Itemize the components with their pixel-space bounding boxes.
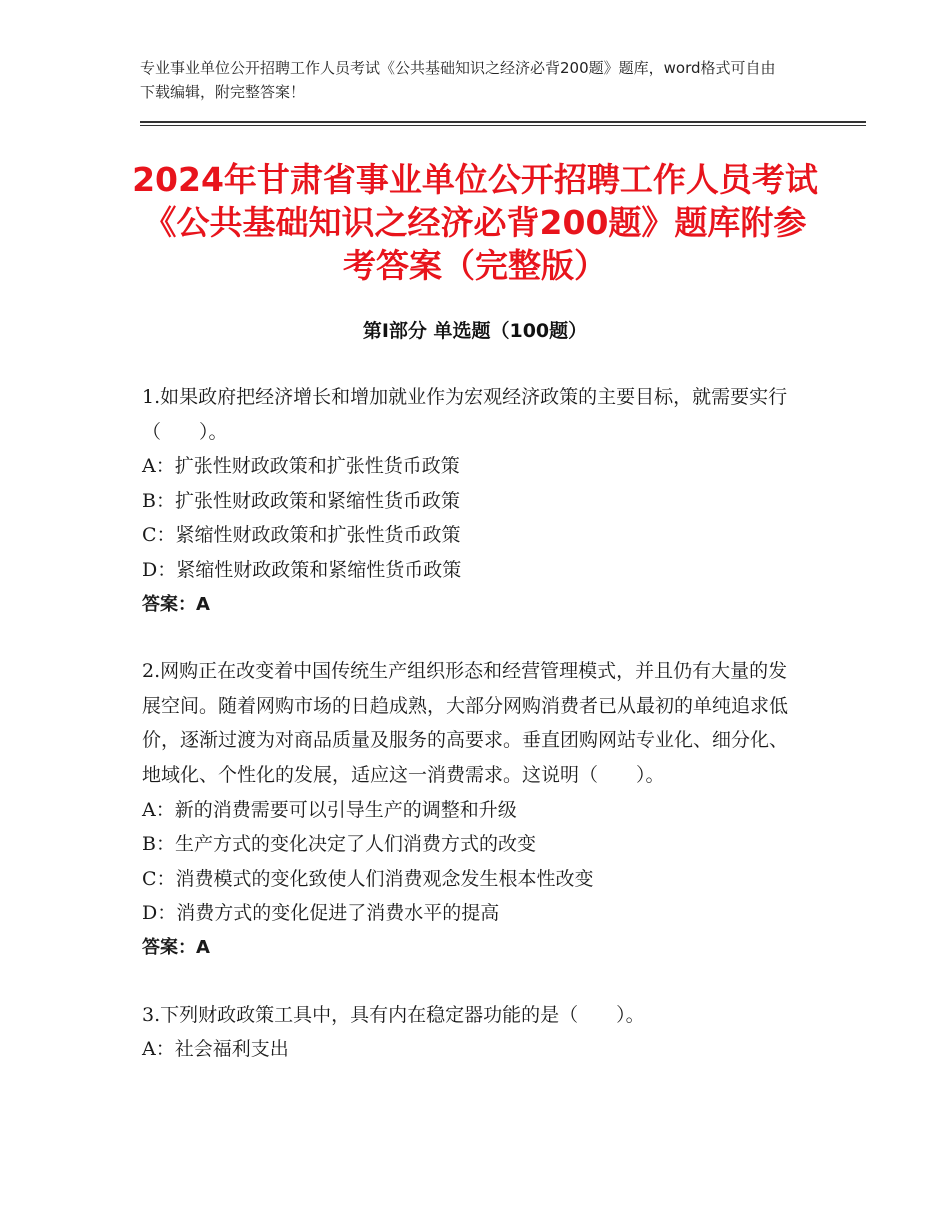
question-stem: 3.下列财政政策工具中，具有内在稳定器功能的是（ ）。 (142, 1003, 645, 1026)
header-note: 专业事业单位公开招聘工作人员考试《公共基础知识之经济必背200题》题库，word格式可自由下载编辑，附完整答案！ (140, 59, 776, 101)
option-c: C：消费模式的变化致使人们消费观念发生根本性改变 (142, 867, 594, 890)
option-c: C：紧缩性财政政策和扩张性货币政策 (142, 524, 461, 547)
section-heading: 第Ⅰ部分 单选题（100题） (362, 320, 588, 342)
option-b: B：扩张性财政政策和紧缩性货币政策 (142, 489, 460, 512)
option-b: B：生产方式的变化决定了人们消费方式的改变 (142, 833, 536, 856)
option-a: A：社会福利支出 (142, 1038, 289, 1061)
question-list (142, 380, 802, 1099)
option-a: A：扩张性财政政策和扩张性货币政策 (142, 455, 460, 478)
option-d: D：紧缩性财政政策和紧缩性货币政策 (142, 558, 462, 581)
header-rule-thick (140, 121, 866, 123)
question-3 (142, 998, 802, 1067)
answer: 答案：A (142, 593, 210, 615)
question-stem: 1.如果政府把经济增长和增加就业作为宏观经济政策的主要目标，就需要实行（ ）。 (142, 386, 788, 443)
question-2 (142, 654, 802, 965)
question-stem: 2.网购正在改变着中国传统生产组织形态和经营管理模式，并且仍有大量的发展空间。随着网购市场的日趋成熟，大部分网购消费者已从最初的单纯追求低价，逐渐过渡为对商品质量及服务的高要求。垂直团购网站专业化、细分化、地域化、个性化的发展，适应这一消费需求。这说明（ ）。 (142, 660, 789, 786)
question-1 (142, 380, 802, 622)
header-rule-thin (140, 125, 866, 126)
option-d: D：消费方式的变化促进了消费水平的提高 (142, 902, 500, 925)
option-a: A：新的消费需要可以引导生产的调整和升级 (142, 798, 517, 821)
document-title: 2024年甘肃省事业单位公开招聘工作人员考试《公共基础知识之经济必背200题》题库附参考答案（完整版） (132, 160, 818, 285)
answer: 答案：A (142, 936, 210, 958)
